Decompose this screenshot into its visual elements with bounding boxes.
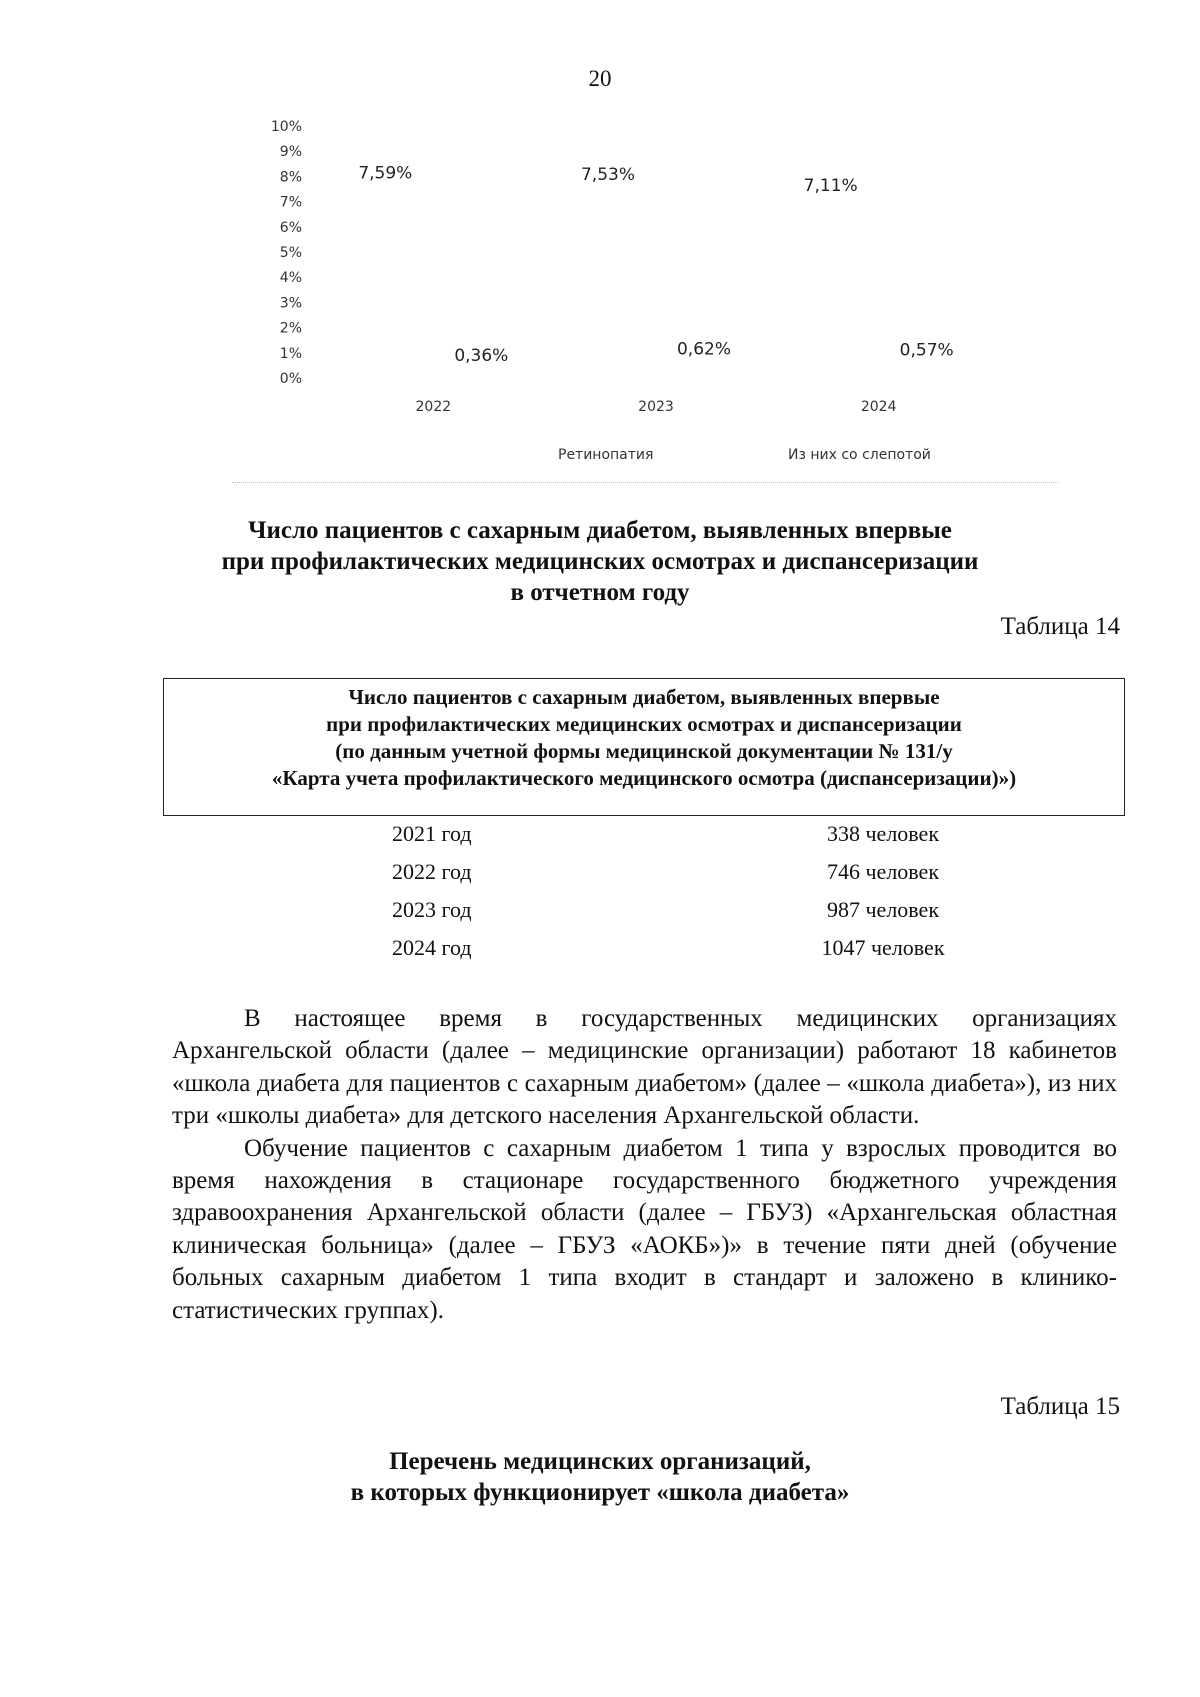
row-value: 746 человек — [826, 859, 940, 884]
heading-line: при профилактических медицинских осмотрах и диспансеризации — [221, 548, 979, 575]
paragraph: В настоящее время в государственных медицинских организациях Архангельской области (далее – медицинские организации) работают 18 кабинетов «школа диабета для пациентов с сахарным диабетом» (далее – «школа диабета»), из них три «школы диабета» для детского населения Архангельской области. — [172, 1005, 1117, 1130]
y-tick-label: 0% — [279, 371, 302, 387]
row-value: 338 человек — [826, 821, 940, 846]
x-tick-label: 2024 — [860, 399, 897, 415]
legend-entry: Ретинопатия — [558, 447, 654, 463]
y-tick-label: 5% — [279, 245, 302, 261]
table-row — [163, 894, 1125, 932]
data-label: 7,11% — [803, 175, 858, 196]
page-number: 20 — [588, 66, 612, 91]
table-row — [163, 818, 1125, 856]
y-tick-label: 3% — [279, 295, 302, 312]
y-tick-label: 7% — [279, 194, 302, 211]
data-label: 7,53% — [580, 165, 636, 186]
data-label: 0,36% — [454, 345, 509, 366]
table-header-line: Число пациентов с сахарным диабетом, выявленных впервые — [348, 685, 940, 709]
row-year: 2022 год — [392, 859, 472, 884]
table-row — [163, 856, 1125, 894]
y-tick-label: 8% — [279, 169, 302, 186]
bar — [581, 188, 635, 378]
section-heading-new-diabetes — [150, 515, 1050, 608]
paragraph: Обучение пациентов с сахарным диабетом 1 типа у взрослых проводится во время нахождения в стационаре государственного бюджетного учреждения здравоохранения Архангельской области (далее – ГБУЗ) «Архангельская областная клиническая больница» (далее – ГБУЗ «АОКБ»)» в течение пяти дней (обучение больных сахарным диабетом 1 типа входит в стандарт и заложено в клинико-статистических группах). — [172, 1134, 1117, 1324]
row-year: 2023 год — [392, 897, 472, 922]
row-value: 987 человек — [826, 897, 940, 922]
row-year: 2024 год — [392, 935, 472, 960]
legend-entry: Из них со слепотой — [788, 447, 931, 463]
y-tick-label: 6% — [279, 219, 302, 236]
section-heading-diabetes-school — [150, 1446, 1050, 1508]
legend-marker — [774, 449, 784, 459]
table-14-header — [163, 678, 1125, 816]
bar — [900, 364, 954, 378]
data-label: 0,57% — [899, 340, 954, 361]
heading-line: в которых функционирует «школа диабета» — [350, 1479, 850, 1506]
bar — [358, 187, 412, 378]
y-tick-label: 4% — [279, 270, 302, 287]
legend-marker — [544, 449, 554, 459]
data-label: 0,62% — [676, 339, 732, 360]
row-year: 2021 год — [392, 821, 472, 846]
table-header-line: (по данным учетной формы медицинской документации № 131/у — [335, 739, 953, 763]
bar — [804, 199, 858, 378]
x-tick-label: 2022 — [415, 399, 452, 415]
table-header-line: «Карта учета профилактического медицинского осмотра (диспансеризации)») — [271, 766, 1017, 790]
table-14-rows — [163, 818, 1125, 970]
table-header-line: при профилактических медицинских осмотрах и диспансеризации — [326, 712, 962, 736]
table-row — [163, 932, 1125, 970]
chart-divider — [232, 482, 1058, 483]
heading-line: Перечень медицинских организаций, — [389, 1448, 811, 1475]
retinopathy-chart — [230, 110, 1060, 480]
row-value: 1047 человек — [821, 935, 945, 960]
y-tick-label: 1% — [279, 345, 302, 362]
heading-line: в отчетном году — [510, 579, 690, 606]
y-tick-label: 10% — [270, 119, 302, 135]
heading-line: Число пациентов с сахарным диабетом, выявленных впервые — [248, 517, 952, 544]
y-tick-label: 9% — [279, 144, 302, 161]
table-14-label: Таблица 14 — [1000, 613, 1120, 640]
data-label: 7,59% — [358, 163, 413, 184]
bar — [677, 362, 731, 378]
y-tick-label: 2% — [279, 320, 302, 337]
table-15-label: Таблица 15 — [1000, 1393, 1120, 1420]
x-tick-label: 2023 — [638, 399, 674, 415]
body-text — [172, 1003, 1117, 1327]
bar — [454, 369, 508, 378]
chart-svg — [230, 110, 1060, 480]
